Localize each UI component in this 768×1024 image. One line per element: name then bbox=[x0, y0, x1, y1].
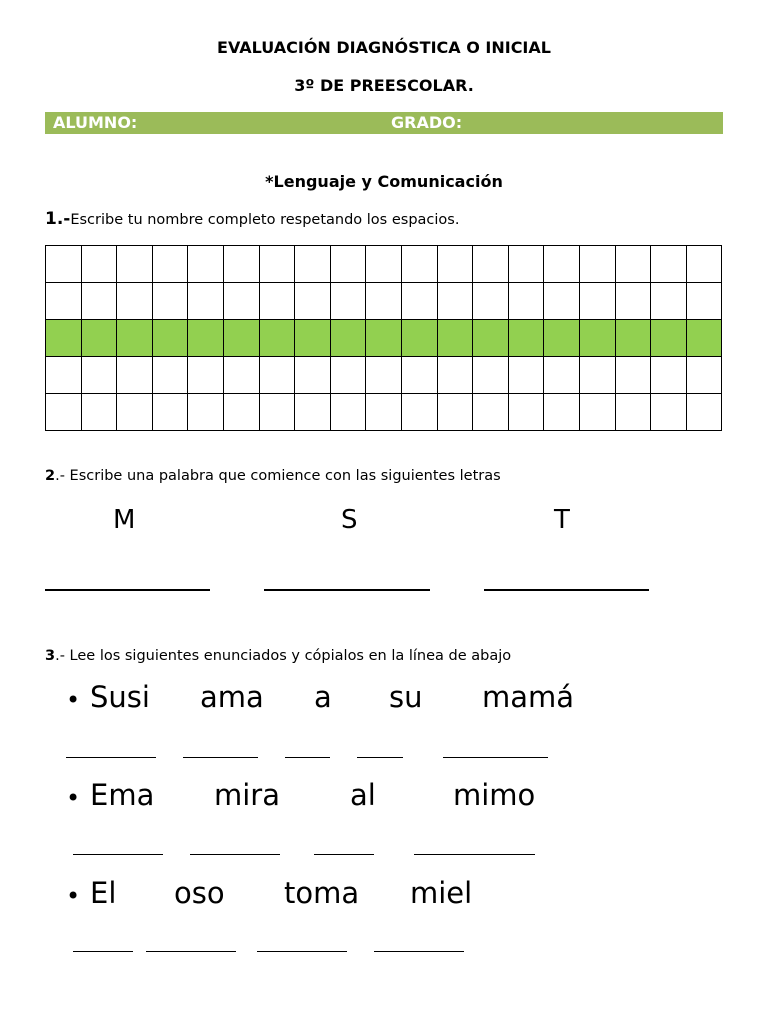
grid-cell[interactable] bbox=[259, 394, 295, 431]
grid-cell[interactable] bbox=[259, 246, 295, 283]
copy-line[interactable] bbox=[443, 757, 548, 758]
grid-cell[interactable] bbox=[401, 246, 437, 283]
alumno-label: ALUMNO: bbox=[53, 113, 138, 132]
grid-cell[interactable] bbox=[188, 394, 224, 431]
grid-row bbox=[46, 283, 722, 320]
sentence-word: Ema bbox=[90, 778, 155, 812]
grid-cell[interactable] bbox=[295, 320, 331, 357]
grid-cell[interactable] bbox=[651, 394, 687, 431]
bullet-icon: • bbox=[66, 882, 81, 910]
grid-cell[interactable] bbox=[651, 283, 687, 320]
grid-cell[interactable] bbox=[651, 320, 687, 357]
grid-cell[interactable] bbox=[81, 283, 117, 320]
grid-cell[interactable] bbox=[46, 394, 82, 431]
grid-cell[interactable] bbox=[615, 283, 651, 320]
grid-cell[interactable] bbox=[366, 394, 402, 431]
grid-cell[interactable] bbox=[508, 394, 544, 431]
grid-cell[interactable] bbox=[651, 357, 687, 394]
grid-cell[interactable] bbox=[152, 246, 188, 283]
question-1-number: 1.- bbox=[45, 209, 71, 229]
sentence-word: al bbox=[350, 778, 376, 812]
grid-cell[interactable] bbox=[81, 320, 117, 357]
sentence-word: mamá bbox=[482, 680, 575, 714]
grid-cell[interactable] bbox=[152, 320, 188, 357]
section-title: *Lenguaje y Comunicación bbox=[265, 172, 503, 191]
grid-cell[interactable] bbox=[473, 320, 509, 357]
grid-cell[interactable] bbox=[295, 246, 331, 283]
sentence-word: mira bbox=[214, 778, 281, 812]
grid-cell[interactable] bbox=[117, 357, 153, 394]
grid-cell[interactable] bbox=[46, 357, 82, 394]
grid-cell[interactable] bbox=[152, 394, 188, 431]
grid-cell[interactable] bbox=[686, 246, 722, 283]
sentence-3 bbox=[66, 876, 726, 920]
grid-cell[interactable] bbox=[579, 394, 615, 431]
question-3-text: .- Lee los siguientes enunciados y cópialos en la línea de abajo bbox=[55, 648, 512, 664]
grid-cell[interactable] bbox=[330, 283, 366, 320]
grid-cell[interactable] bbox=[579, 357, 615, 394]
grid-cell[interactable] bbox=[188, 283, 224, 320]
grid-row bbox=[46, 246, 722, 283]
copy-line[interactable] bbox=[73, 854, 163, 855]
grid-cell[interactable] bbox=[152, 357, 188, 394]
grid-cell[interactable] bbox=[579, 246, 615, 283]
grid-cell[interactable] bbox=[651, 246, 687, 283]
grid-cell[interactable] bbox=[544, 283, 580, 320]
grid-cell[interactable] bbox=[223, 357, 259, 394]
grid-cell[interactable] bbox=[46, 283, 82, 320]
grid-cell[interactable] bbox=[295, 357, 331, 394]
grid-cell[interactable] bbox=[579, 320, 615, 357]
grid-cell[interactable] bbox=[437, 283, 473, 320]
grid-cell[interactable] bbox=[579, 283, 615, 320]
grid-cell[interactable] bbox=[366, 246, 402, 283]
grid-cell[interactable] bbox=[686, 394, 722, 431]
copy-line[interactable] bbox=[73, 951, 133, 952]
grid-cell[interactable] bbox=[473, 283, 509, 320]
grid-cell[interactable] bbox=[295, 283, 331, 320]
grid-row bbox=[46, 320, 722, 357]
grid-cell[interactable] bbox=[330, 394, 366, 431]
question-1 bbox=[45, 209, 459, 229]
copy-line[interactable] bbox=[374, 951, 464, 952]
sentence-word: su bbox=[389, 680, 423, 714]
sentence-word: ama bbox=[200, 680, 264, 714]
grid-cell[interactable] bbox=[366, 357, 402, 394]
grid-cell[interactable] bbox=[330, 246, 366, 283]
copy-line[interactable] bbox=[414, 854, 535, 855]
question-2-number: 2 bbox=[45, 468, 56, 484]
grid-cell[interactable] bbox=[473, 246, 509, 283]
grid-cell[interactable] bbox=[615, 320, 651, 357]
letter-s: S bbox=[341, 505, 358, 535]
grid-cell[interactable] bbox=[117, 320, 153, 357]
grid-cell[interactable] bbox=[401, 283, 437, 320]
grid-cell[interactable] bbox=[544, 246, 580, 283]
grid-cell[interactable] bbox=[188, 246, 224, 283]
copy-line[interactable] bbox=[314, 854, 374, 855]
sentence-word: El bbox=[90, 876, 117, 910]
grid-cell[interactable] bbox=[81, 357, 117, 394]
copy-line[interactable] bbox=[66, 757, 156, 758]
grid-cell[interactable] bbox=[686, 357, 722, 394]
grado-label: GRADO: bbox=[391, 113, 463, 132]
question-3-number: 3 bbox=[45, 648, 56, 664]
grid-cell[interactable] bbox=[81, 246, 117, 283]
grid-cell[interactable] bbox=[223, 283, 259, 320]
answer-line-m[interactable] bbox=[45, 589, 210, 591]
grid-cell[interactable] bbox=[117, 394, 153, 431]
question-2-text: .- Escribe una palabra que comience con las siguientes letras bbox=[55, 468, 501, 484]
grid-cell[interactable] bbox=[81, 394, 117, 431]
letter-m: M bbox=[113, 505, 136, 535]
grid-cell[interactable] bbox=[508, 283, 544, 320]
grid-cell[interactable] bbox=[259, 357, 295, 394]
grid-cell[interactable] bbox=[401, 320, 437, 357]
grid-cell[interactable] bbox=[152, 283, 188, 320]
copy-line[interactable] bbox=[257, 951, 347, 952]
page-title: EVALUACIÓN DIAGNÓSTICA O INICIAL bbox=[217, 38, 551, 57]
grid-cell[interactable] bbox=[544, 320, 580, 357]
grid-cell[interactable] bbox=[544, 357, 580, 394]
grid-cell[interactable] bbox=[259, 320, 295, 357]
grid-cell[interactable] bbox=[117, 246, 153, 283]
grid-cell[interactable] bbox=[473, 394, 509, 431]
answer-line-s[interactable] bbox=[264, 589, 430, 591]
grid-cell[interactable] bbox=[615, 246, 651, 283]
grid-cell[interactable] bbox=[508, 357, 544, 394]
bullet-icon: • bbox=[66, 784, 81, 812]
grid-cell[interactable] bbox=[508, 246, 544, 283]
grid-cell[interactable] bbox=[295, 394, 331, 431]
grid-cell[interactable] bbox=[615, 394, 651, 431]
grid-row bbox=[46, 357, 722, 394]
sentence-1 bbox=[66, 680, 726, 724]
copy-line[interactable] bbox=[146, 951, 236, 952]
sentence-word: a bbox=[314, 680, 332, 714]
grid-cell[interactable] bbox=[223, 246, 259, 283]
grid-cell[interactable] bbox=[401, 394, 437, 431]
name-writing-grid bbox=[45, 245, 722, 431]
sentence-2 bbox=[66, 778, 726, 822]
question-3 bbox=[45, 648, 511, 664]
grid-cell[interactable] bbox=[46, 320, 82, 357]
grid-row bbox=[46, 394, 722, 431]
grid-cell[interactable] bbox=[117, 283, 153, 320]
copy-line[interactable] bbox=[285, 757, 330, 758]
student-info-bar bbox=[45, 112, 723, 134]
grid-cell[interactable] bbox=[508, 320, 544, 357]
grid-cell[interactable] bbox=[473, 357, 509, 394]
grid-cell[interactable] bbox=[223, 320, 259, 357]
grid-cell[interactable] bbox=[437, 246, 473, 283]
grid-cell[interactable] bbox=[437, 357, 473, 394]
grid-cell[interactable] bbox=[615, 357, 651, 394]
grid-cell[interactable] bbox=[188, 320, 224, 357]
grid-cell[interactable] bbox=[46, 246, 82, 283]
question-1-text: Escribe tu nombre completo respetando los espacios. bbox=[70, 212, 460, 228]
grid-cell[interactable] bbox=[366, 283, 402, 320]
sentence-word: mimo bbox=[453, 778, 536, 812]
question-2 bbox=[45, 468, 501, 484]
grid-cell[interactable] bbox=[259, 283, 295, 320]
letter-t: T bbox=[554, 505, 570, 535]
grid-cell[interactable] bbox=[437, 394, 473, 431]
copy-line[interactable] bbox=[183, 757, 258, 758]
sentence-word: oso bbox=[174, 876, 225, 910]
grid-cell[interactable] bbox=[686, 320, 722, 357]
grid-cell[interactable] bbox=[686, 283, 722, 320]
grid-cell[interactable] bbox=[544, 394, 580, 431]
copy-line[interactable] bbox=[190, 854, 280, 855]
page-subtitle: 3º DE PREESCOLAR. bbox=[294, 76, 474, 95]
copy-line[interactable] bbox=[357, 757, 403, 758]
sentence-word: miel bbox=[410, 876, 473, 910]
grid-cell[interactable] bbox=[366, 320, 402, 357]
bullet-icon: • bbox=[66, 686, 81, 714]
grid-cell[interactable] bbox=[330, 357, 366, 394]
grid-cell[interactable] bbox=[223, 394, 259, 431]
sentence-word: toma bbox=[284, 876, 360, 910]
grid-cell[interactable] bbox=[330, 320, 366, 357]
grid-cell[interactable] bbox=[437, 320, 473, 357]
answer-line-t[interactable] bbox=[484, 589, 649, 591]
sentence-word: Susi bbox=[90, 680, 150, 714]
grid-cell[interactable] bbox=[188, 357, 224, 394]
grid-cell[interactable] bbox=[401, 357, 437, 394]
